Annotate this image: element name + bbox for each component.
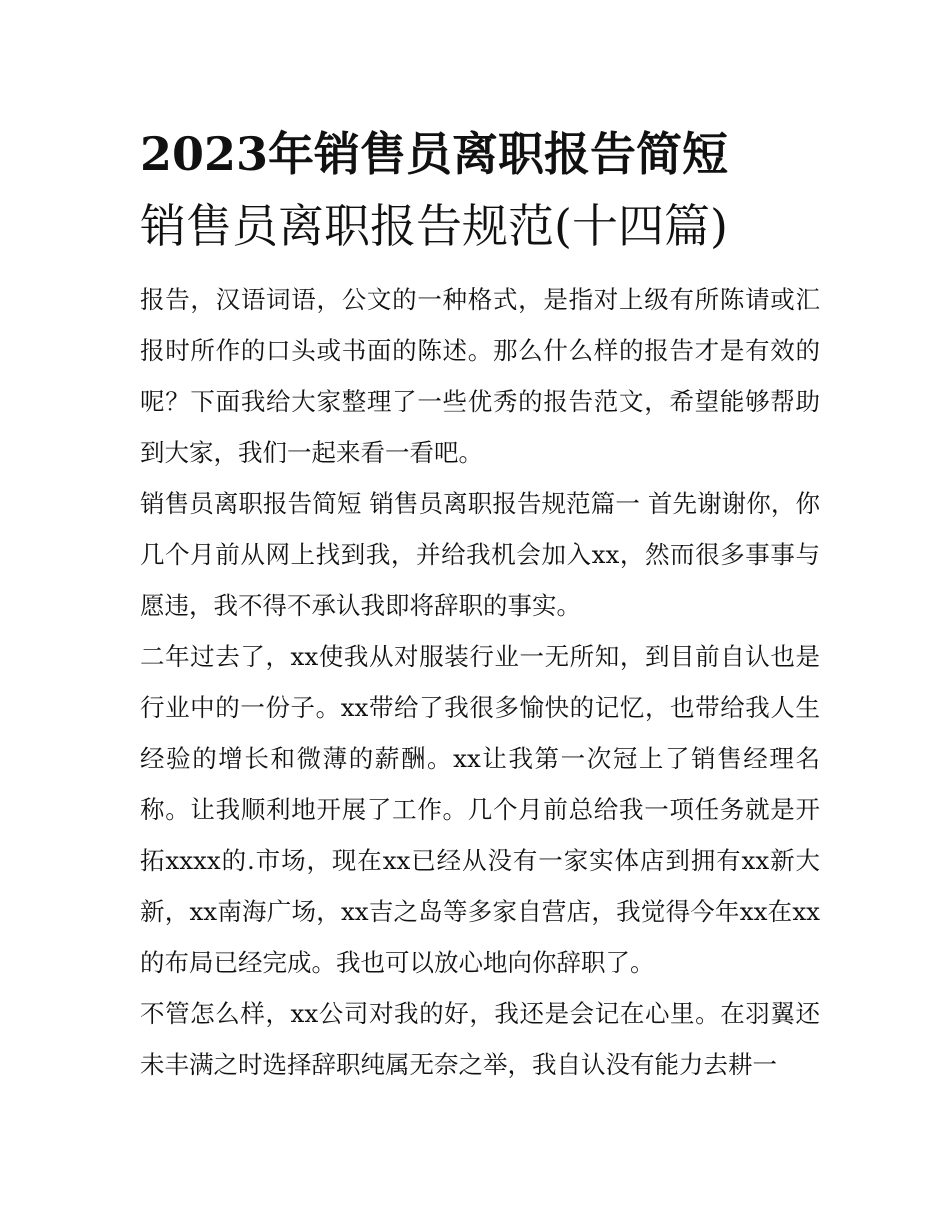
document-page	[140, 118, 820, 1090]
paragraph-3: 不管怎么样，xx公司对我的好，我还是会记在心里。在羽翼还未丰满之时选择辞职纯属无奈之举，我自认没有能力去耕一	[140, 999, 820, 1079]
document-title-line-1: 2023年销售员离职报告简短	[140, 127, 729, 181]
paragraph-intro: 报告，汉语词语，公文的一种格式，是指对上级有所陈请或汇报时所作的口头或书面的陈述。那么什么样的报告才是有效的呢？下面我给大家整理了一些优秀的报告范文，希望能够帮助到大家，我们一起来看一看吧。	[140, 285, 820, 467]
paragraph-1: 销售员离职报告简短 销售员离职报告规范篇一 首先谢谢你，你几个月前从网上找到我，并给我机会加入xx，然而很多事事与愿违，我不得不承认我即将辞职的事实。	[140, 489, 820, 620]
document-title-line-2: 销售员离职报告规范(十四篇)	[140, 199, 728, 253]
paragraph-2: 二年过去了，xx使我从对服装行业一无所知，到目前自认也是行业中的一份子。xx带给了我很多愉快的记忆，也带给我人生经验的增长和微薄的薪酬。xx让我第一次冠上了销售经理名称。让我顺利地开展了工作。几个月前总给我一项任务就是开拓xxxx的.市场，现在xx已经从没有一家实体店到拥有xx新大新，xx南海广场，xx吉之岛等多家自营店，我觉得今年xx在xx的布局已经完成。我也可以放心地向你辞职了。	[140, 642, 820, 977]
document-body	[140, 274, 820, 1090]
